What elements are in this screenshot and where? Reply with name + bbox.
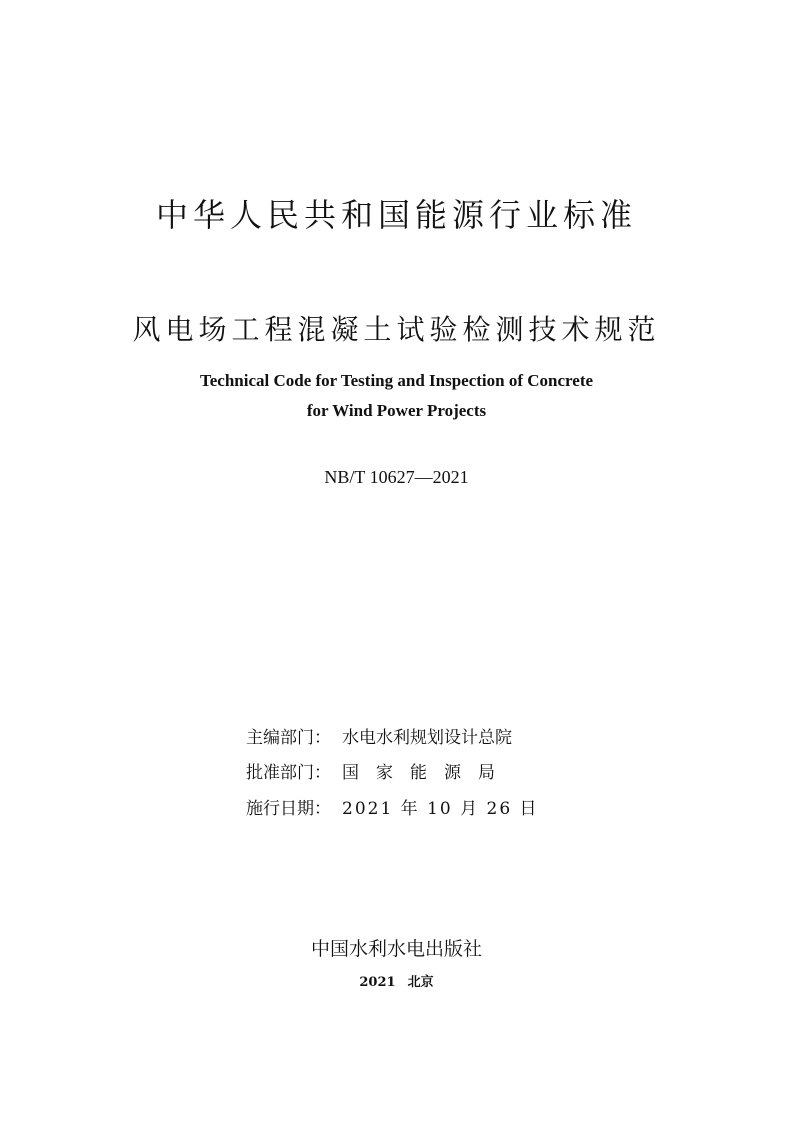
editor-value: 水电水利规划设计总院: [342, 728, 512, 748]
approver-label: 批准部门：: [246, 763, 331, 783]
publication-year: 2021: [359, 975, 396, 990]
publication-year-city: [0, 974, 793, 992]
effective-value: 2021 年 10 月 26 日: [342, 799, 539, 819]
effective-date-row: [246, 797, 539, 821]
publisher-name: 中国水利水电出版社: [310, 938, 482, 960]
standard-code: NB/T 10627—2021: [324, 467, 469, 487]
english-title-line1: Technical Code for Testing and Inspection of Concrete: [199, 371, 594, 390]
english-title-line2: for Wind Power Projects: [306, 401, 487, 420]
editor-label: 主编部门：: [246, 728, 331, 748]
publication-city: 北京: [407, 975, 434, 990]
editor-department-row: [246, 726, 512, 750]
chinese-title: 风电场工程混凝土试验检测技术规范: [132, 313, 661, 346]
effective-label: 施行日期：: [246, 799, 331, 819]
approver-department-row: [246, 761, 512, 785]
standard-category-title: 中华人民共和国能源行业标准: [155, 196, 637, 234]
approver-value: 国家能源局: [342, 763, 512, 783]
